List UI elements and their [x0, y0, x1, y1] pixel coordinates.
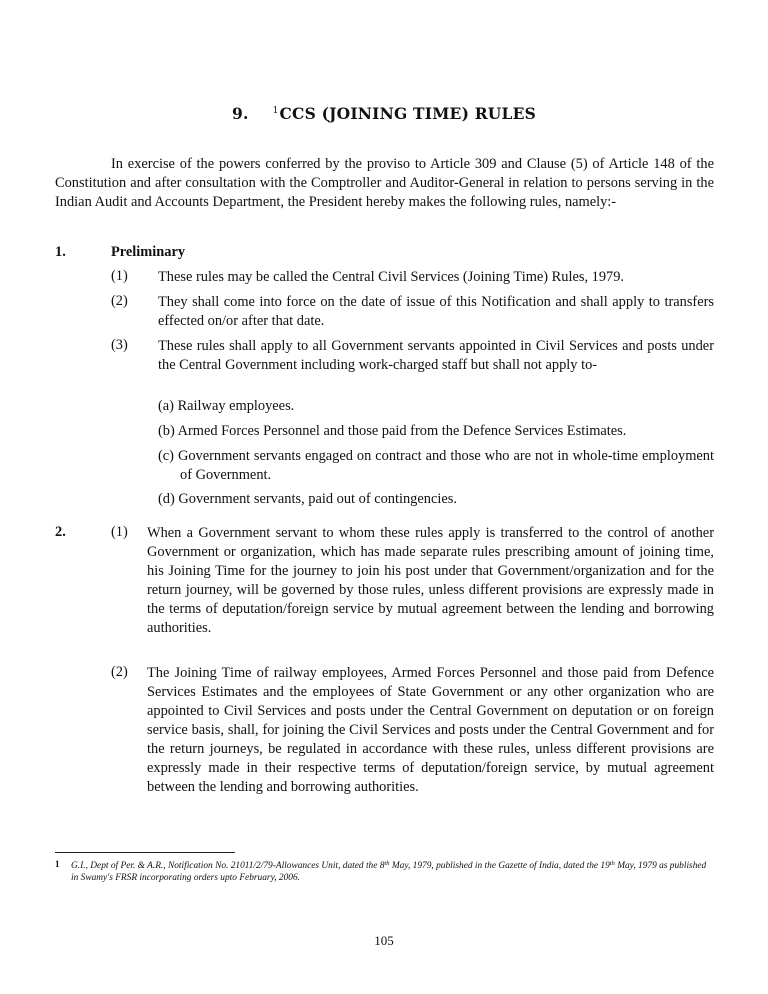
intro-paragraph: In exercise of the powers conferred by the proviso to Article 309 and Clause (5) of Article 148 of the Constitution and after consultation with the Comptroller and Auditor-General in relation to persons serving in the Indian Audit and Accounts Department, the President hereby makes the following rules, namely:- [55, 156, 714, 210]
page-title [0, 104, 768, 123]
footnote-mark: 1 [55, 859, 60, 869]
footnote-separator [55, 852, 235, 853]
rule-1-para-3: These rules shall apply to all Government servants appointed in Civil Services and posts under the Central Government including work-charged staff but shall not apply to- [158, 338, 714, 373]
footnote-text-3: May, 1979 as published in Swamy's FRSR incorporating orders upto February, 2006. [71, 861, 707, 883]
exclusion-item-c: (c) Government servants engaged on contract and those who are not in whole-time employment of Government. [158, 448, 714, 483]
exclusion-item-d: (d) Government servants, paid out of contingencies. [158, 491, 457, 507]
footnote-sup-1: th [384, 860, 390, 867]
rule-1-para-3-number: (3) [111, 337, 128, 353]
footnote [55, 858, 715, 884]
rule-1-para-1-number: (1) [111, 268, 128, 284]
rule-2-para-2: The Joining Time of railway employees, Armed Forces Personnel and those paid from Defence Services Estimates and the employees of State Government or any other organization who are appointed to Civil Services and posts under the Central Government on deputation or on foreign service basis, shall, for joining the Civil Services and posts under the Central Government and for the return journeys, be regulated in accordance with these rules, unless different provisions are expressly made in their respective terms of deputation/foreign service, by mutual agreement between the lending and borrowing authorities. [147, 665, 714, 795]
footnote-sup-2: th [609, 860, 615, 867]
chapter-number: 9. [231, 104, 249, 123]
title-text: CCS (JOINING TIME) RULES [279, 104, 537, 123]
exclusion-item-a: (a) Railway employees. [158, 398, 295, 414]
rule-2-para-1: When a Government servant to whom these rules apply is transferred to the control of another Government or organization, which has made separate rules prescribing amount of joining time, his Joining Time for the journey to join his post under that Government/organization and for the return journey, will be governed by those rules, unless different provisions are expressly made in the terms of deputation/foreign service by mutual agreement between the lending and borrowing authorities. [147, 525, 714, 636]
footnote-text-2: May, 1979, published in the Gazette of India, dated the 19 [389, 861, 610, 871]
title-footnote-ref[interactable]: 1 [272, 106, 279, 116]
rule-2-number: 2. [55, 524, 66, 540]
exclusion-item-b: (b) Armed Forces Personnel and those paid from the Defence Services Estimates. [158, 423, 627, 439]
rule-1-para-1: These rules may be called the Central Civil Services (Joining Time) Rules, 1979. [158, 269, 625, 285]
rule-1-heading: Preliminary [111, 244, 186, 260]
rule-1-number: 1. [55, 244, 66, 260]
rule-2-para-1-number: (1) [111, 524, 128, 540]
footnote-text-1: G.I., Dept of Per. & A.R., Notification No. 21011/2/79-Allowances Unit, dated the 8 [71, 861, 385, 871]
rule-2-para-2-number: (2) [111, 664, 128, 680]
rule-1-para-2: They shall come into force on the date of issue of this Notification and shall apply to transfers effected on/or after that date. [158, 294, 714, 329]
rule-1-para-2-number: (2) [111, 293, 128, 309]
page-number: 105 [374, 933, 394, 948]
